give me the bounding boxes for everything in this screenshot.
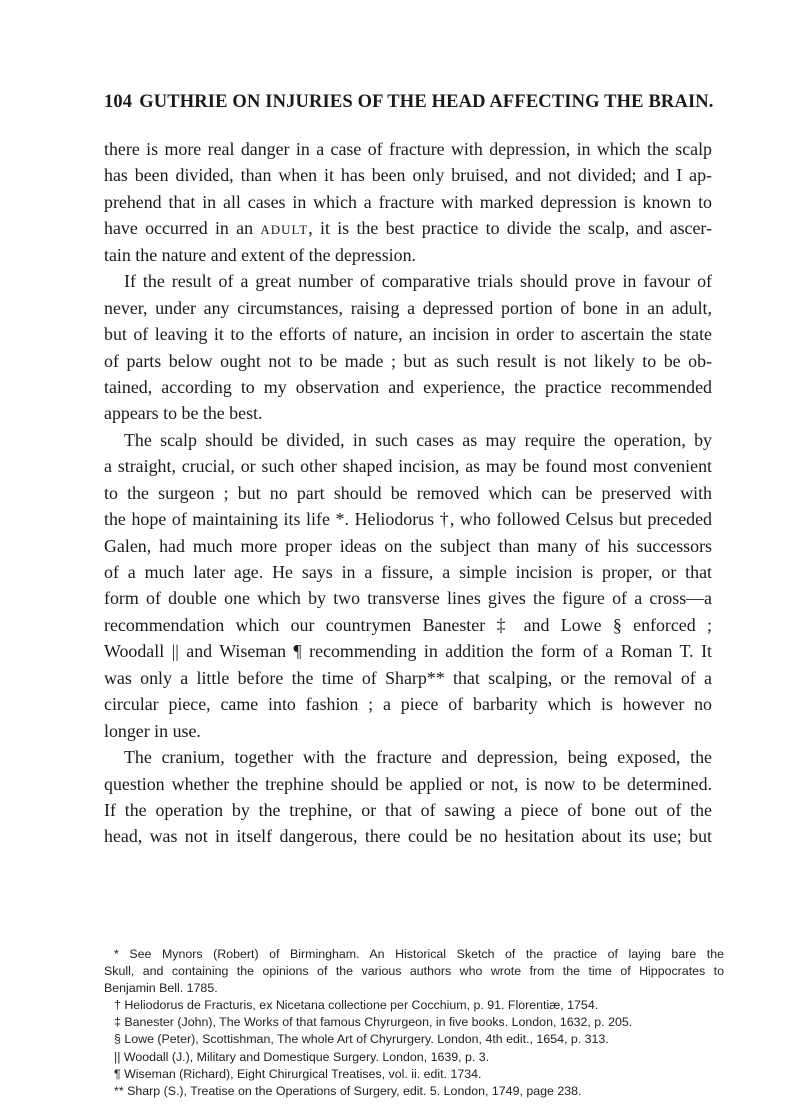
text-line: a straight, crucial, or such other shaped incision, as may be found most convenient	[104, 456, 712, 477]
text-line: longer in use.	[104, 720, 201, 741]
text-line: circular piece, came into fashion ; a piece of barbarity which is however no	[104, 694, 712, 715]
text-line: form of double one which by two transverse lines gives the figure of a cross—a	[104, 588, 712, 609]
text-line: Woodall || and Wiseman ¶ recommending in addition the form of a Roman T. It	[104, 641, 712, 662]
text-fragment: , it is the best practice to divide the scalp, and ascer-	[308, 218, 712, 239]
footnote-wiseman: ¶ Wiseman (Richard), Eight Chirurgical Treatises, vol. ii. edit. 1734.	[114, 1066, 482, 1081]
text-line: tained, according to my observation and experience, the practice recommended	[104, 376, 712, 397]
running-header	[104, 92, 744, 113]
text-line: but of leaving it to the efforts of nature, an incision in order to ascertain the state	[104, 324, 712, 345]
text-line: appears to be the best.	[104, 403, 263, 424]
text-line: The cranium, together with the fracture and depression, being exposed, the	[124, 747, 712, 768]
page-number: 104	[104, 92, 133, 112]
text-line: The scalp should be divided, in such cases as may require the operation, by	[124, 429, 712, 450]
text-line: question whether the trephine should be applied or not, is now to be determined.	[104, 773, 712, 794]
footnote-banester: ‡ Banester (John), The Works of that famous Chyrurgeon, in five books. London, 1632, p. 205.	[114, 1015, 633, 1030]
text-line: the hope of maintaining its life *. Heliodorus †, who followed Celsus but preceded	[104, 509, 712, 530]
text-line: prehend that in all cases in which a fracture with marked depression is known to	[104, 191, 712, 212]
text-line: never, under any circumstances, raising a depressed portion of bone in an adult,	[104, 297, 712, 318]
text-line: recommendation which our countrymen Banester ‡ and Lowe § enforced ;	[104, 614, 712, 635]
text-line: to the surgeon ; but no part should be removed which can be preserved with	[104, 482, 712, 503]
text-line: head, was not in itself dangerous, there could be no hesitation about its use; but	[104, 826, 712, 847]
text-line: If the result of a great number of comparative trials should prove in favour of	[124, 271, 712, 292]
text-line: was only a little before the time of Sharp** that scalping, or the removal of a	[104, 667, 712, 688]
text-line: there is more real danger in a case of fracture with depression, in which the scalp	[104, 139, 712, 159]
footnote-woodall: || Woodall (J.), Military and Domestique Surgery. London, 1639, p. 3.	[114, 1049, 490, 1064]
footnote-lowe: § Lowe (Peter), Scottishman, The whole Art of Chyrurgery. London, 4th edit., 1654, p. 313.	[114, 1032, 609, 1047]
footnote-mynors-cont: Benjamin Bell. 1785.	[104, 981, 218, 996]
small-caps-word: adult	[260, 218, 309, 239]
text-line: Galen, had much more proper ideas on the subject than many of his successors	[104, 535, 712, 556]
text-line: of parts below ought not to be made ; but as such result is not likely to be ob-	[104, 350, 712, 371]
footnotes	[104, 946, 724, 1100]
text-line: tain the nature and extent of the depression.	[104, 244, 416, 265]
footnote-mynors: * See Mynors (Robert) of Birmingham. An Historical Sketch of the practice of laying bare the	[114, 947, 724, 961]
text-line: If the operation by the trephine, or that of sawing a piece of bone out of the	[104, 799, 712, 820]
running-title: GUTHRIE ON INJURIES OF THE HEAD AFFECTING THE BRAIN.	[139, 92, 714, 112]
footnote-sharp: ** Sharp (S.), Treatise on the Operations of Surgery, edit. 5. London, 1749, page 238.	[114, 1083, 582, 1098]
footnote-mynors-cont: Skull, and containing the opinions of the various authors who wrote from the time of Hippocrates to	[104, 964, 724, 979]
text-line	[104, 215, 712, 241]
text-line: of a much later age. He says in a fissure, a simple incision is proper, or that	[104, 562, 712, 582]
body-text	[104, 136, 712, 850]
footnote-heliodorus: † Heliodorus de Fracturis, ex Nicetana collectione per Cocchium, p. 91. Florentiæ, 1754.	[114, 998, 599, 1013]
text-fragment: have occurred in an	[104, 218, 261, 239]
text-line: has been divided, than when it has been only bruised, and not divided; and I ap-	[104, 165, 712, 186]
